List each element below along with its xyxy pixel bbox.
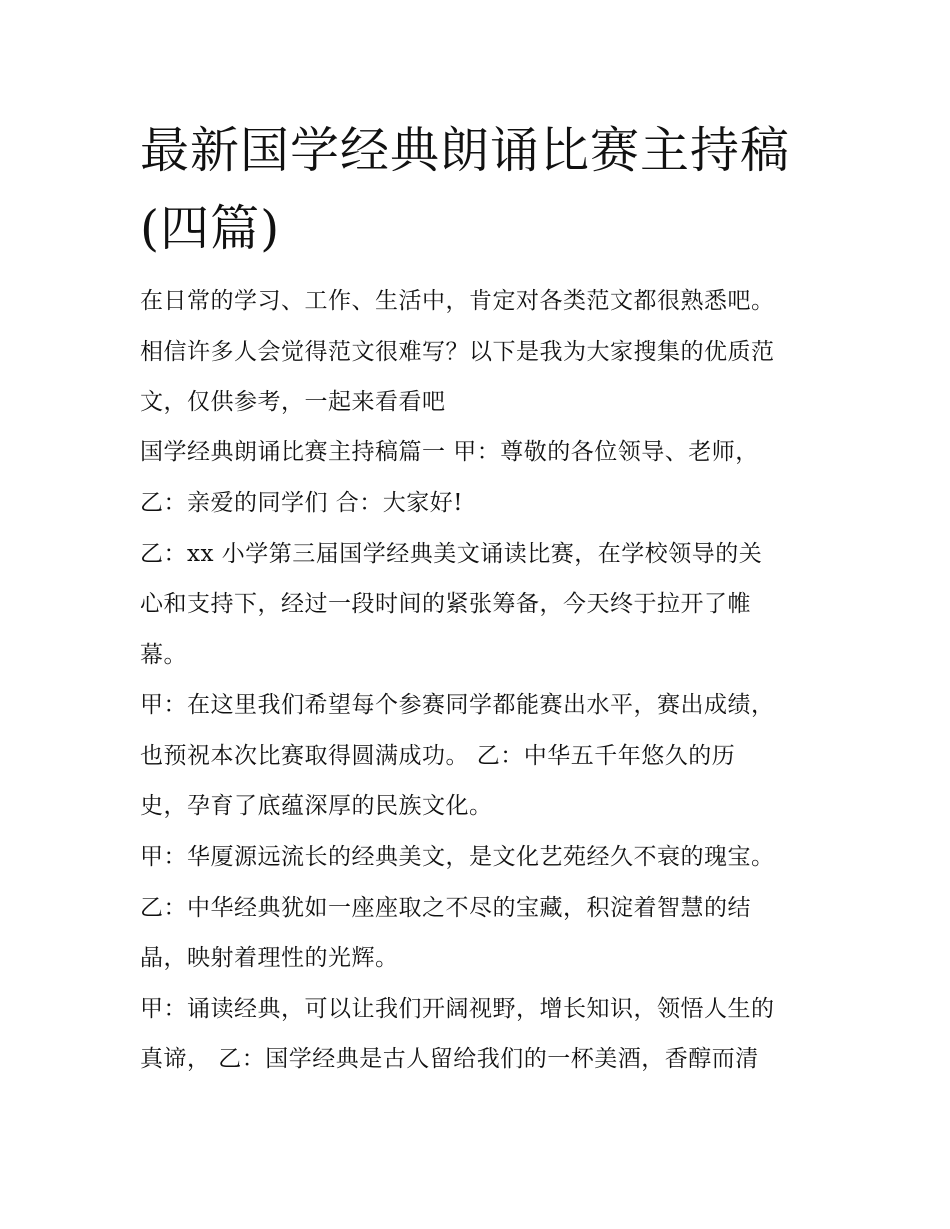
body-line: 国学经典朗诵比赛主持稿篇一 甲：尊敬的各位领导、老师， [140,439,759,465]
title-line: 最新国学经典朗诵比赛主持稿 [140,122,791,179]
body-line: 乙：中华经典犹如一座座取之不尽的宝藏，积淀着智慧的结 [140,895,751,921]
body-line: 甲：华厦源远流长的经典美文，是文化艺苑经久不衰的瑰宝。 [140,844,775,870]
body-line: 心和支持下，经过一段时间的紧张筹备，今天终于拉开了帷 [140,591,751,617]
body-line: 幕。 [140,642,187,668]
body-line: 甲：诵读经典，可以让我们开阔视野，增长知识，领悟人生的 [140,996,775,1022]
body-line: 乙：亲爱的同学们 合：大家好! [140,490,464,516]
body-line: 史，孕育了底蕴深厚的民族文化。 [140,793,493,819]
document-title [140,112,840,268]
body-line: 在日常的学习、工作、生活中，肯定对各类范文都很熟悉吧。 [140,288,775,314]
body-line: 晶，映射着理性的光辉。 [140,945,399,971]
body-line: 文，仅供参考，一起来看看吧 [140,389,446,415]
body-line: 乙：xx 小学第三届国学经典美文诵读比赛，在学校领导的关 [140,541,763,567]
body-line: 相信许多人会觉得范文很难写？以下是我为大家搜集的优质范 [140,339,775,365]
body-line: 也预祝本次比赛取得圆满成功。 乙：中华五千年悠久的历 [140,743,736,769]
body-line: 甲：在这里我们希望每个参赛同学都能赛出水平，赛出成绩， [140,692,775,718]
body-line: 真谛， 乙：国学经典是古人留给我们的一杯美酒，香醇而清 [140,1046,759,1072]
title-line: (四篇) [140,200,281,257]
